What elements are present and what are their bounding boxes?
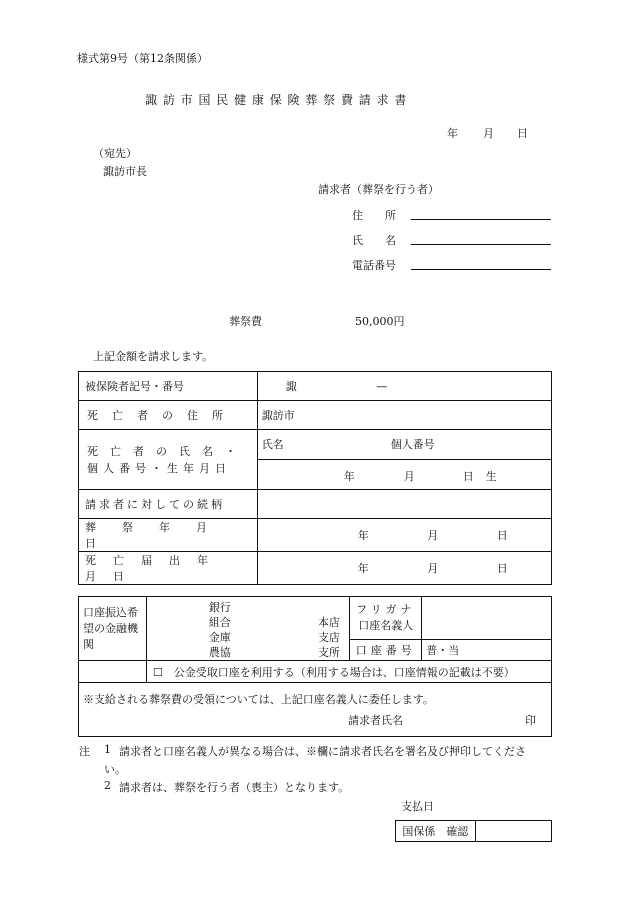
- account-type: 普・当: [426, 644, 460, 657]
- deceased-name-label: [79, 430, 258, 490]
- payment-date-label: 支払日: [401, 800, 434, 813]
- birth-day-label: 日: [462, 470, 474, 483]
- claim-details-table: [78, 371, 552, 585]
- delegation-text: ※支給される葬祭費の受領については、上記口座名義人に委任します。: [83, 693, 434, 706]
- delegation-signature-row: [79, 707, 551, 729]
- bank-label: 口座振込希望の金融機関: [79, 597, 147, 661]
- deceased-name-row[interactable]: [258, 430, 551, 460]
- form-number: 様式第9号（第12条関係）: [77, 52, 208, 65]
- claimant-phone-label: 電話番号: [352, 259, 396, 272]
- funeral-date-label: 葬祭年月日: [79, 519, 258, 552]
- note-1-text: 請求者と口座名義人が異なる場合は、※欄に請求者氏名を署名及び押印してくださ: [119, 745, 526, 758]
- date-year-label: 年: [447, 127, 458, 140]
- bank-account-table: [78, 596, 552, 737]
- public-account-spacer: [79, 661, 147, 683]
- public-account-checkbox[interactable]: ☐ 公金受取口座を利用する（利用する場合は、口座情報の記載は不要）: [152, 665, 515, 679]
- institution-credit: 金庫: [208, 630, 231, 644]
- deceased-address-label: 死亡者の住所: [79, 401, 258, 430]
- account-holder-label: 口座名義人: [358, 619, 414, 632]
- delegation-field[interactable]: [79, 683, 552, 737]
- date-day-label: 日: [517, 127, 528, 140]
- seal-mark: 印: [525, 714, 536, 727]
- note-2-text: 請求者は、葬祭を行う者（喪主）となります。: [119, 781, 350, 794]
- funeral-date-field[interactable]: [257, 519, 551, 552]
- deceased-name-label-line1: 死亡者の氏名・: [87, 444, 248, 458]
- account-number-field[interactable]: [422, 640, 552, 661]
- insured-number-prefix: 諏: [285, 380, 297, 393]
- funeral-year-label: 年: [357, 529, 369, 542]
- addressee-name: 諏訪市長: [103, 165, 147, 178]
- amount-value: 50,000円: [355, 315, 405, 328]
- institution-bank: 銀行: [208, 600, 231, 614]
- death-report-date-field[interactable]: [257, 552, 551, 585]
- page-title: 諏 訪 市 国 民 健 康 保 険 葬 祭 費 請 求 書: [145, 93, 408, 107]
- account-number-label: 口座番号: [350, 640, 422, 661]
- addressee-label: （宛先）: [93, 147, 137, 160]
- insured-number-field[interactable]: [257, 372, 551, 401]
- deceased-address-field[interactable]: [257, 401, 551, 430]
- claimant-name-line[interactable]: [411, 244, 551, 245]
- personal-number-label: 個人番号: [390, 438, 435, 451]
- branch-branch: 支店: [317, 630, 340, 644]
- public-account-option[interactable]: [146, 661, 551, 683]
- furigana-label: フリガナ: [356, 603, 416, 616]
- deceased-name-field[interactable]: [257, 430, 551, 490]
- insured-number-dash: —: [376, 380, 388, 393]
- insured-number-label: 被保険者記号・番号: [79, 372, 258, 401]
- claimant-heading: 請求者（葬祭を行う者）: [318, 183, 439, 196]
- bank-institution-field[interactable]: [146, 597, 350, 661]
- amount-label: 葬祭費: [229, 315, 262, 328]
- bank-institution-options: [147, 599, 350, 659]
- institution-agri: 農協: [208, 645, 231, 659]
- account-holder-field[interactable]: [422, 597, 552, 640]
- request-text: 上記金額を請求します。: [93, 350, 214, 363]
- date-month-label: 月: [483, 127, 494, 140]
- claimant-address-line[interactable]: [411, 219, 551, 220]
- deceased-address-value: 諏訪市: [261, 409, 295, 422]
- deceased-name-sub-label: 氏名: [261, 438, 284, 451]
- relation-field[interactable]: [257, 490, 551, 519]
- birth-month-label: 月: [403, 470, 415, 483]
- birth-year-label: 年: [343, 470, 355, 483]
- report-month-label: 月: [427, 562, 439, 575]
- claimant-name-signature-label: 請求者氏名: [348, 714, 403, 727]
- funeral-month-label: 月: [427, 529, 439, 542]
- note-2-number: 2: [104, 779, 111, 792]
- funeral-day-label: 日: [496, 529, 508, 542]
- claimant-address-label: 住 所: [352, 209, 396, 222]
- relation-label: 請求者に対しての続柄: [79, 490, 258, 519]
- office-confirm-field[interactable]: [475, 821, 551, 842]
- report-year-label: 年: [357, 562, 369, 575]
- notes-prefix: 注: [79, 745, 90, 758]
- report-day-label: 日: [496, 562, 508, 575]
- holder-label: [350, 597, 422, 640]
- birth-suffix: 生: [485, 470, 497, 483]
- claimant-name-label: 氏 名: [352, 234, 396, 247]
- branch-office: 支所: [317, 645, 340, 659]
- note-1-continuation: い。: [104, 763, 126, 776]
- birth-date-row[interactable]: [258, 460, 551, 489]
- office-confirm-label: 国保係 確認: [396, 821, 476, 842]
- death-report-date-label: 死亡届出年月日: [79, 552, 258, 585]
- claimant-phone-line[interactable]: [411, 269, 551, 270]
- institution-union: 組合: [208, 615, 231, 629]
- note-1-number: 1: [104, 743, 111, 756]
- office-confirm-box: [395, 820, 552, 842]
- deceased-name-label-line2: 個人番号・生年月日: [87, 461, 231, 475]
- branch-head: 本店: [317, 615, 340, 629]
